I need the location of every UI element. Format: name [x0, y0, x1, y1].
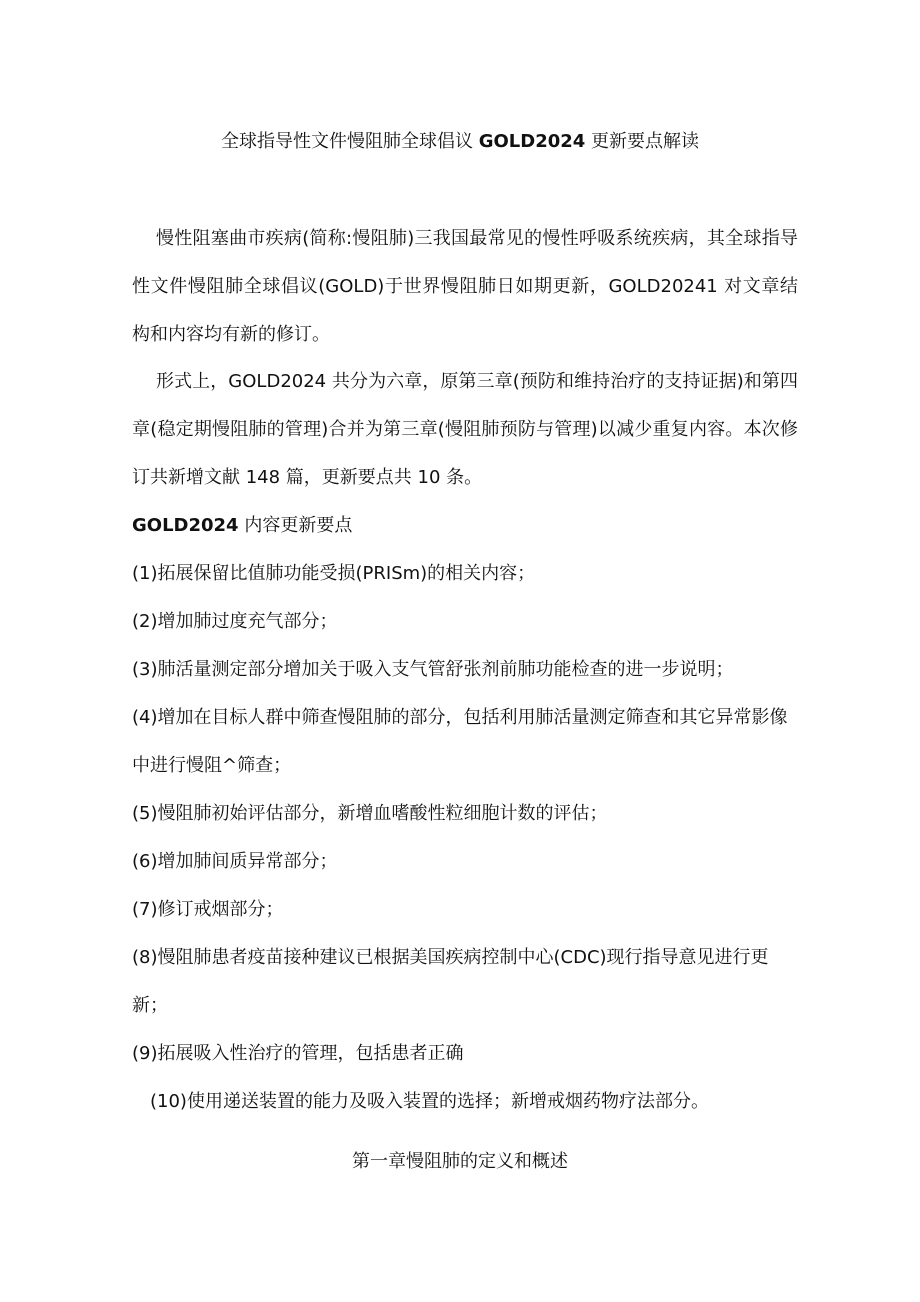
- title-text-part2: 更新要点解读: [585, 131, 700, 152]
- list-item: (6)增加肺间质异常部分；: [132, 851, 338, 872]
- list-item: (5)慢阻肺初始评估部分，新增血嗜酸性粒细胞计数的评估；: [132, 803, 608, 824]
- title-text-bold: GOLD2024: [478, 131, 586, 152]
- structure-paragraph: 形式上，GOLD2024 共分为六章，原第三章(预防和维持治疗的支持证据)和第四章(稳定期慢阻肺的管理)合并为第三章(慢阻肺预防与管理)以减少重复内容。本次修订共新增文献 148 篇，更新要点共 10 条。: [132, 371, 798, 488]
- list-item: (4)增加在目标人群中筛查慢阻肺的部分，包括利用肺活量测定筛查和其它异常影像中进行慢阻^筛查；: [132, 707, 788, 776]
- list-item: (10)使用递送装置的能力及吸入装置的选择；新增戒烟药物疗法部分。: [150, 1091, 709, 1112]
- list-item: (3)肺活量测定部分增加关于吸入支气管舒张剂前肺功能检查的进一步说明；: [132, 659, 734, 680]
- updates-list: [132, 550, 798, 1126]
- list-item: (2)增加肺过度充气部分；: [132, 611, 338, 632]
- section-heading-rest: 内容更新要点: [238, 515, 353, 536]
- chapter-title: 第一章慢阻肺的定义和概述: [352, 1151, 568, 1172]
- document-title: [0, 126, 920, 158]
- section-heading: [132, 502, 352, 550]
- list-item: (9)拓展吸入性治疗的管理，包括患者正确: [132, 1043, 464, 1064]
- list-item: (7)修订戒烟部分；: [132, 899, 284, 920]
- list-item: (1)拓展保留比值肺功能受损(PRISm)的相关内容；: [132, 563, 536, 584]
- section-heading-bold: GOLD2024: [132, 515, 239, 536]
- intro-paragraph: 慢性阻塞曲市疾病(简称:慢阻肺)三我国最常见的慢性呼吸系统疾病，其全球指导性文件慢阻肺全球倡议(GOLD)于世界慢阻肺日如期更新，GOLD20241 对文章结构和内容均有新的修订。: [132, 228, 798, 345]
- title-text-part1: 全球指导性文件慢阻肺全球倡议: [220, 131, 479, 152]
- list-item: (8)慢阻肺患者疫苗接种建议已根据美国疾病控制中心(CDC)现行指导意见进行更新；: [132, 947, 769, 1016]
